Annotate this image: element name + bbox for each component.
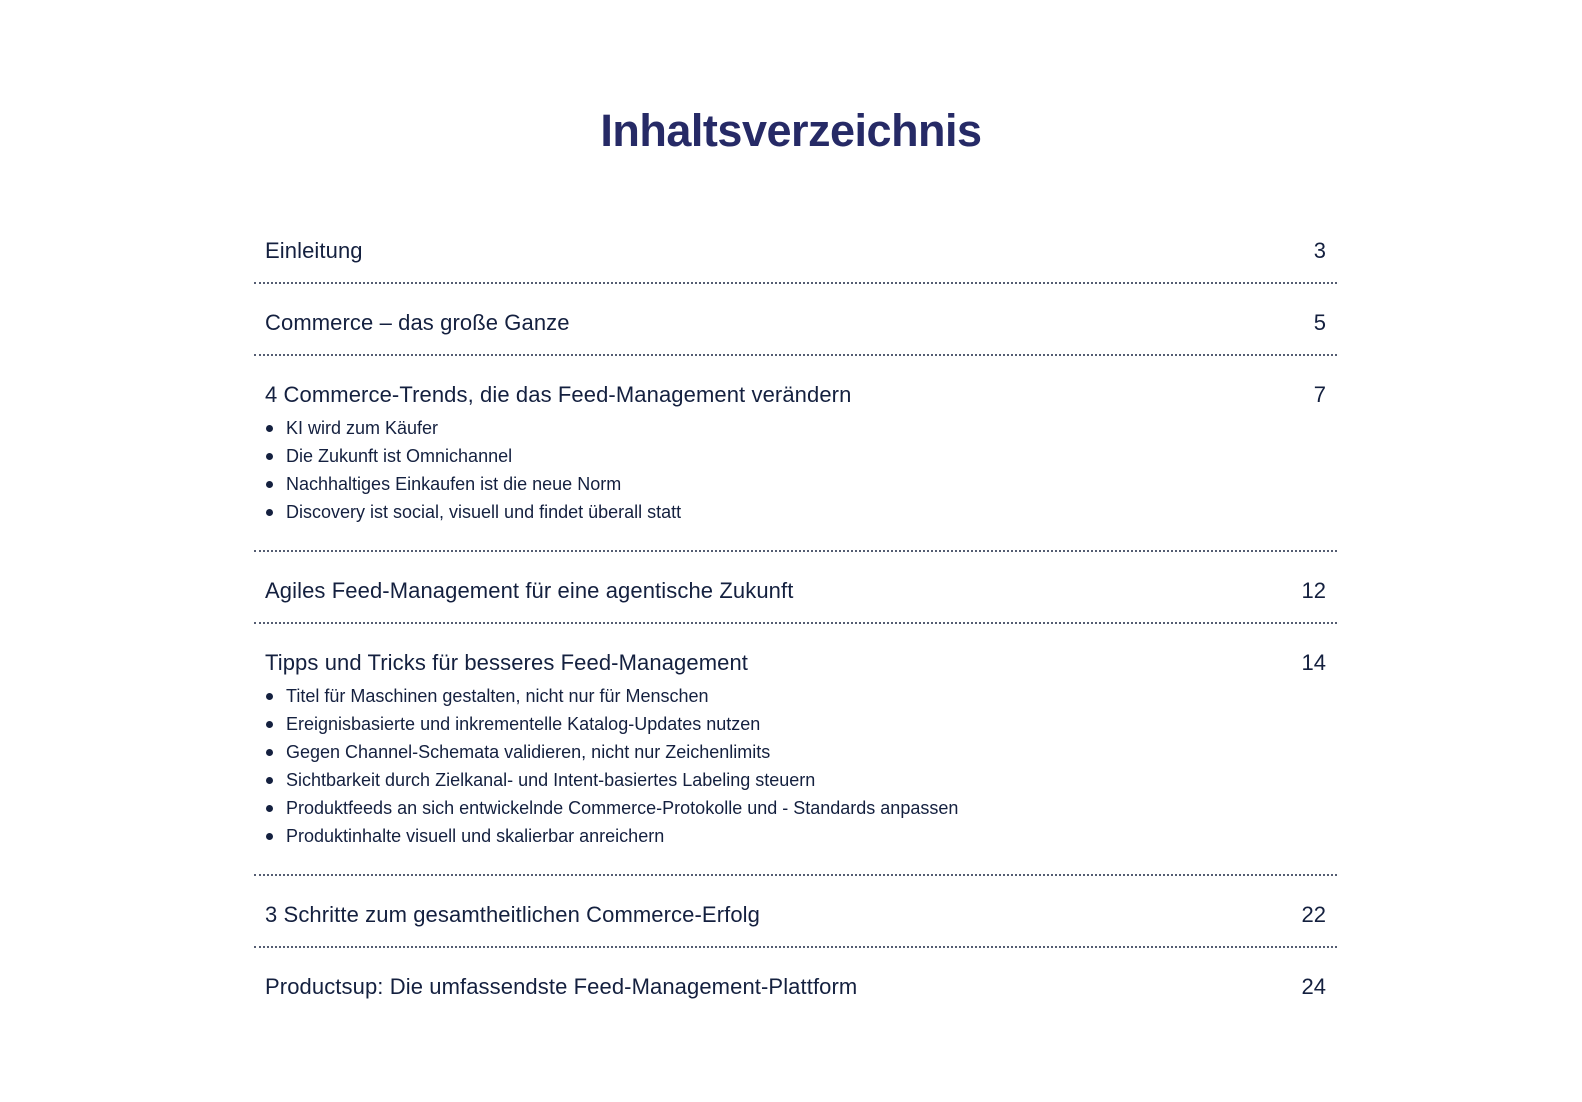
- toc-subitem: Sichtbarkeit durch Zielkanal- und Intent-basiertes Labeling steuern: [265, 766, 1326, 794]
- toc-entry-page: 12: [1301, 578, 1326, 603]
- toc-entry-page: 3: [1313, 238, 1326, 263]
- bullet-icon: [266, 425, 273, 432]
- bullet-icon: [266, 805, 273, 812]
- toc-entry[interactable]: [254, 552, 1337, 624]
- bullet-icon: [266, 481, 273, 488]
- toc-entry-title: Productsup: Die umfassendste Feed-Management-Plattform: [265, 974, 858, 999]
- bullet-icon: [266, 777, 273, 784]
- toc-entry-title: Agiles Feed-Management für eine agentische Zukunft: [265, 578, 794, 603]
- toc-subitem: Nachhaltiges Einkaufen ist die neue Norm: [265, 470, 1326, 498]
- bullet-icon: [266, 749, 273, 756]
- toc-entry[interactable]: [254, 356, 1337, 552]
- toc-subitem: Ereignisbasierte und inkrementelle Katalog-Updates nutzen: [265, 710, 1326, 738]
- toc-entry-title: Einleitung: [265, 238, 363, 263]
- bullet-icon: [266, 453, 273, 460]
- toc-subitem: Discovery ist social, visuell und findet überall statt: [265, 498, 1326, 526]
- toc-subitem: Titel für Maschinen gestalten, nicht nur für Menschen: [265, 682, 1326, 710]
- toc-subitem: Produktfeeds an sich entwickelnde Commerce-Protokolle und - Standards anpassen: [265, 794, 1326, 822]
- bullet-icon: [266, 509, 273, 516]
- toc-subitem: Produktinhalte visuell und skalierbar anreichern: [265, 822, 1326, 850]
- toc-entry-title: 3 Schritte zum gesamtheitlichen Commerce-Erfolg: [265, 902, 760, 927]
- toc-entry-title: Commerce – das große Ganze: [265, 310, 570, 335]
- bullet-icon: [266, 721, 273, 728]
- toc-entry-page: 5: [1313, 310, 1326, 335]
- toc-entry[interactable]: [254, 876, 1337, 948]
- toc-subitem-list: [265, 414, 1326, 526]
- toc-subitem-list: [265, 682, 1326, 850]
- toc-subitem: KI wird zum Käufer: [265, 414, 1326, 442]
- toc-entry[interactable]: [254, 284, 1337, 356]
- table-of-contents: [254, 228, 1337, 1018]
- page-title: Inhaltsverzeichnis: [600, 105, 982, 156]
- toc-entry-title: Tipps und Tricks für besseres Feed-Management: [265, 650, 749, 675]
- toc-entry-page: 14: [1301, 650, 1326, 675]
- toc-subitem: Gegen Channel-Schemata validieren, nicht nur Zeichenlimits: [265, 738, 1326, 766]
- toc-entry-page: 22: [1301, 902, 1326, 927]
- toc-entry-title: 4 Commerce-Trends, die das Feed-Management verändern: [265, 382, 852, 407]
- bullet-icon: [266, 693, 273, 700]
- toc-subitem: Die Zukunft ist Omnichannel: [265, 442, 1326, 470]
- toc-entry[interactable]: [254, 624, 1337, 876]
- bullet-icon: [266, 833, 273, 840]
- toc-entry-page: 7: [1313, 382, 1326, 407]
- toc-entry-page: 24: [1301, 974, 1326, 999]
- toc-entry[interactable]: [254, 228, 1337, 284]
- toc-entry[interactable]: [254, 948, 1337, 1018]
